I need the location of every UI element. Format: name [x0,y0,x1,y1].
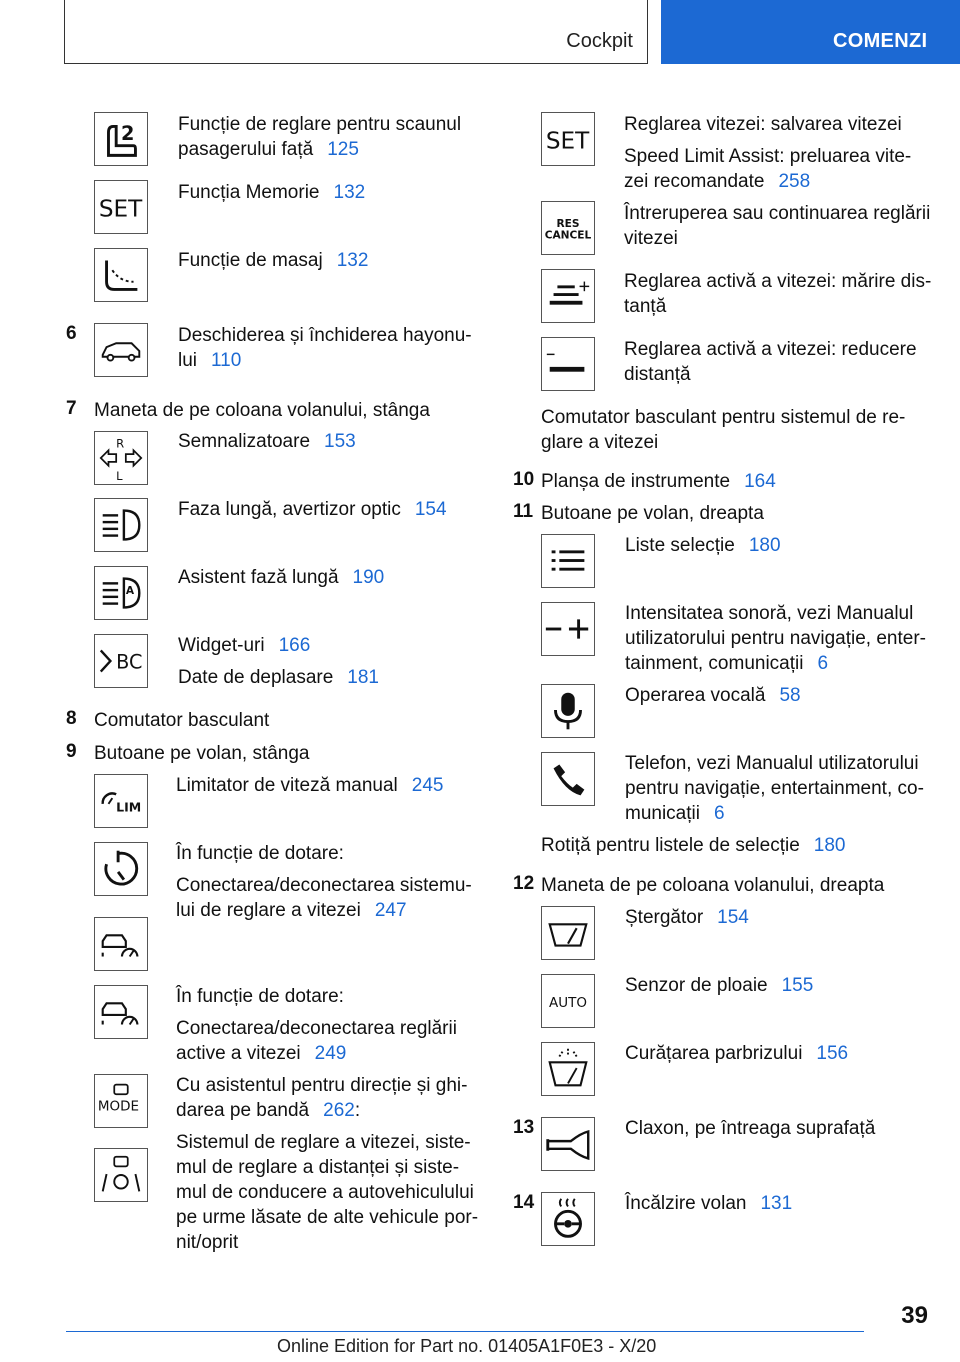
memory-text: Funcția Memorie 132 [178,182,366,203]
lists-text: Liste selecție 180 [625,535,781,556]
svg-text:LIM: LIM [116,799,142,815]
wash-text: Curățarea parbrizului 156 [625,1043,849,1064]
wiper-icon [541,906,595,960]
page-ref[interactable]: 132 [336,250,369,271]
svg-text:A: A [125,584,135,597]
acc-text: În funcție de dotare: Conectarea/deconectarea reglării active a vitezei 249 [176,986,457,1064]
footer-divider [66,1331,864,1332]
phone-icon [541,752,595,806]
svg-text:CANCEL: CANCEL [544,229,592,242]
svg-text:BC: BC [116,650,143,674]
distance-decrease-icon [541,337,595,391]
dist-minus-text: Reglarea activă a vitezei: reducere distanță [624,339,917,385]
cruise-control-icon [94,842,148,896]
page-ref[interactable]: 132 [333,182,366,203]
svg-text:2: 2 [121,121,135,145]
item-number: 14 [513,1192,535,1213]
distance-increase-icon [541,269,595,323]
page-ref[interactable]: 245 [411,775,444,796]
rescancel-text: Întreruperea sau continuarea reglării vitezei [624,203,931,249]
page-number: 39 [901,1302,928,1329]
svg-text:AUTO: AUTO [549,994,587,1011]
seat-passenger-icon [94,112,148,166]
page-ref[interactable]: 6 [817,653,829,674]
page-ref[interactable]: 262 [323,1100,355,1121]
mode-text: Cu asistentul pentru direcție și ghi- darea pe bandă 262: Sistemul de reglare a vitezei, siste- mul de reglare a distanței și siste- mul de conducere a autovehiculului pe urme lăsate de alte vehicule por- nit/oprit [176,1075,479,1253]
page-ref[interactable]: 154 [414,499,447,520]
set-speed-icon [541,112,595,166]
dist-plus-text: Reglarea activă a vitezei: mărire dis- tanță [624,271,932,317]
wheel-text: Rotiță pentru listele de selecție 180 [541,835,846,856]
steering-heat-icon [541,1192,595,1246]
wiper-text: Ștergător 154 [625,907,749,928]
set-memory-icon [94,180,148,234]
item-number: 6 [66,323,77,344]
item11-text: Butoane pe volan, dreapta [541,503,764,524]
rocker-text: Comutator basculant pentru sistemul de re- glare a vitezei [541,407,906,453]
horn-icon [541,1117,595,1171]
mode-button-icon [94,1074,148,1128]
item14-text: Încălzire volan 131 [625,1193,793,1214]
volume-minus-plus-icon [541,602,595,656]
item9-text: Butoane pe volan, stânga [94,743,310,764]
active-cruise-icon [94,985,148,1039]
page-ref[interactable]: 131 [760,1193,793,1214]
item-number: 11 [513,501,534,522]
widgets-text: Widget-uri 166 Date de deplasare 181 [178,635,379,688]
turn-signal-icon [94,431,148,485]
header-section: Cockpit [566,30,633,52]
rain-text: Senzor de ploaie 155 [625,975,814,996]
page-ref[interactable]: 154 [717,907,749,928]
microphone-icon [541,684,595,738]
page-ref[interactable]: 247 [374,900,407,921]
tailgate-text: Deschiderea și închiderea hayonu- lui 110 [178,325,472,371]
page-ref[interactable]: 156 [816,1043,849,1064]
svg-text:R: R [116,436,125,451]
svg-text:L: L [116,469,123,484]
page-ref[interactable]: 180 [813,835,846,856]
item-number: 9 [66,741,77,762]
item13-text: Claxon, pe întreaga suprafață [625,1118,876,1139]
cruise-distance-icon [94,917,148,971]
page-ref[interactable]: 164 [744,471,776,492]
page-ref[interactable]: 125 [327,139,359,160]
item-number: 13 [513,1117,535,1138]
item-number: 8 [66,708,77,729]
high-beam-text: Faza lungă, avertizor optic 154 [178,499,447,520]
page-ref[interactable]: 249 [314,1043,347,1064]
rain-sensor-icon [541,974,595,1028]
bc-button-icon [94,634,148,688]
massage-icon [94,248,148,302]
page-ref[interactable]: 258 [778,171,811,192]
page-ref[interactable]: 181 [347,667,379,688]
page-ref[interactable]: 180 [748,535,781,556]
list-icon [541,534,595,588]
item8-text: Comutator basculant [94,710,270,731]
page-ref[interactable]: 58 [779,685,801,706]
signals-text: Semnalizatoare 153 [178,431,356,452]
svg-text:MODE: MODE [97,1098,139,1115]
page-ref[interactable]: 155 [781,975,814,996]
header-section-box [64,0,648,64]
high-beam-assist-icon [94,566,148,620]
phone-text: Telefon, vezi Manualul utilizatorului pentru navigație, entertainment, co- municații 6 [625,753,924,824]
item10-text: Planșa de instrumente 164 [541,471,776,492]
seat-passenger-text: Funcție de reglare pentru scaunul pasagerului față 125 [178,114,462,160]
voice-text: Operarea vocală 58 [625,685,801,706]
item7-text: Maneta de pe coloana volanului, stânga [94,400,430,421]
item-number: 12 [513,873,535,894]
high-beam-assist-text: Asistent fază lungă 190 [178,567,385,588]
massage-text: Funcție de masaj 132 [178,250,369,271]
speed-limiter-icon [94,774,148,828]
volume-text: Intensitatea sonoră, vezi Manualul utilizatorului pentru navigație, enter- tainment, comunicații 6 [625,603,927,674]
item12-text: Maneta de pe coloana volanului, dreapta [541,875,885,896]
high-beam-icon [94,498,148,552]
res-cancel-icon [541,201,595,255]
svg-text:RES: RES [556,218,580,231]
page-ref[interactable]: 166 [278,635,311,656]
driving-assist-icon [94,1148,148,1202]
header-chapter: COMENZI [833,30,928,52]
item-number: 7 [66,398,77,419]
washer-icon [541,1042,595,1096]
page-ref[interactable]: 6 [713,803,725,824]
svg-text:SET: SET [98,196,143,223]
header-chapter-tab[interactable] [661,0,960,64]
svg-text:SET: SET [545,128,590,155]
tailgate-car-icon [94,323,148,377]
page-ref[interactable]: 153 [324,431,356,452]
page-ref[interactable]: 110 [211,350,242,371]
page-ref[interactable]: 190 [352,567,385,588]
cruise-text: În funcție de dotare: Conectarea/deconectarea sistemu- lui de reglare a vitezei 247 [176,843,472,921]
footer-edition: Online Edition for Part no. 01405A1F0E3 - X/20 [277,1336,657,1356]
item-number: 10 [513,469,535,490]
set-text: Reglarea vitezei: salvarea vitezei Speed Limit Assist: preluarea vite- zei recomandate 258 [624,114,912,192]
limiter-text: Limitator de viteză manual 245 [176,775,444,796]
